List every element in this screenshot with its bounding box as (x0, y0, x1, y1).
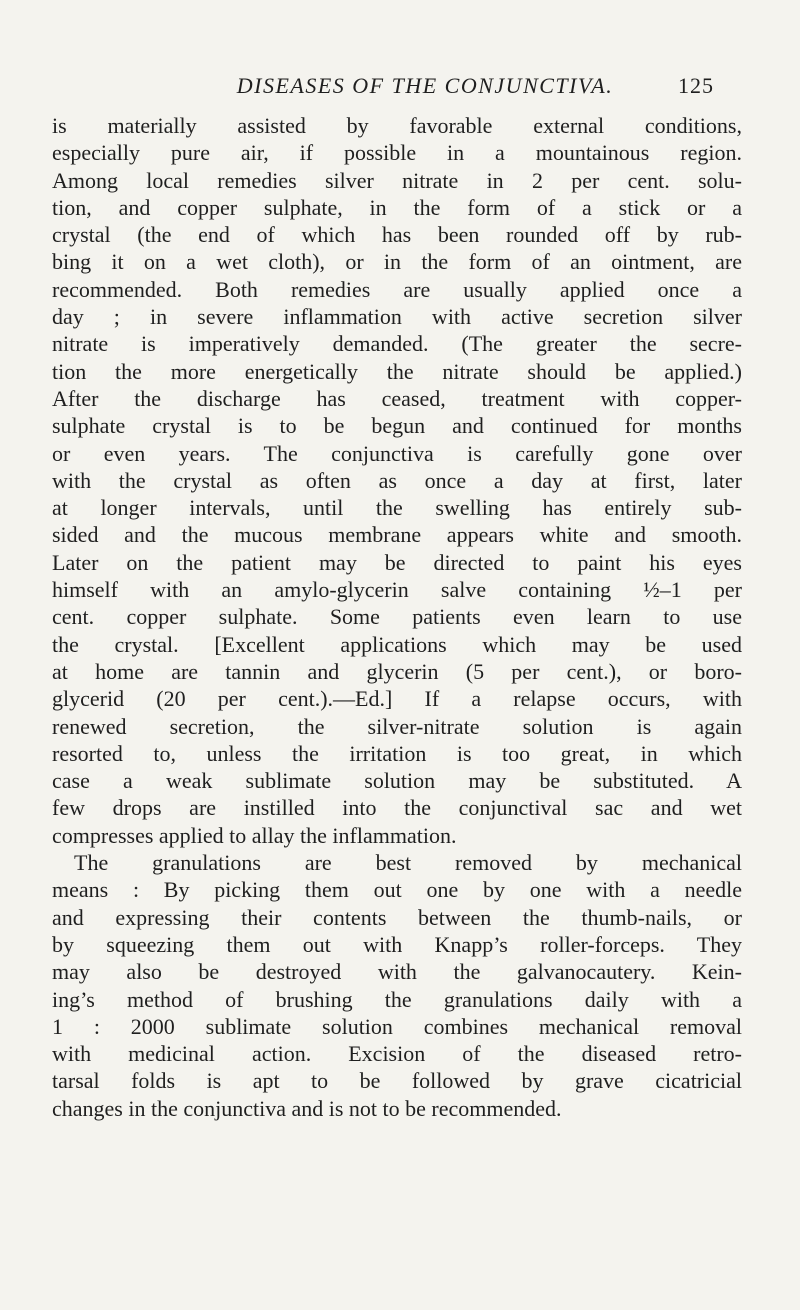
text-line: After the discharge has ceased, treatment with copper- (52, 385, 742, 411)
text-line: ing’s method of brushing the granulations daily with a (52, 986, 742, 1012)
text-line: by squeezing them out with Knapp’s roller-forceps. They (52, 931, 742, 957)
text-line: bing it on a wet cloth), or in the form of an ointment, are (52, 249, 742, 275)
text-line: resorted to, unless the irritation is too great, in which (52, 740, 742, 766)
text-line: recommended. Both remedies are usually applied once a (52, 276, 742, 302)
text-line: may also be destroyed with the galvanocautery. Kein- (52, 959, 742, 985)
text-line: 1 : 2000 sublimate solution combines mechanical removal (52, 1013, 742, 1039)
text-line: and expressing their contents between the thumb-nails, or (52, 904, 742, 930)
text-line: tion, and copper sulphate, in the form of a stick or a (52, 194, 742, 220)
text-line: crystal (the end of which has been rounded off by rub- (52, 222, 742, 248)
text-line: day ; in severe inflammation with active secretion silver (52, 304, 742, 330)
text-line: at home are tannin and glycerin (5 per cent.), or boro- (52, 658, 742, 684)
text-line: nitrate is imperatively demanded. (The greater the secre- (52, 331, 742, 357)
text-line: sulphate crystal is to be begun and continued for months (52, 413, 742, 439)
text-line: Later on the patient may be directed to paint his eyes (52, 549, 742, 575)
body-text (52, 112, 742, 1122)
text-line: changes in the conjunctiva and is not to be recommended. (52, 1095, 562, 1121)
text-line: tarsal folds is apt to be followed by grave cicatricial (52, 1068, 742, 1094)
text-line: is materially assisted by favorable external conditions, (52, 113, 742, 138)
text-line: tion the more energetically the nitrate should be applied.) (52, 358, 742, 384)
text-line: case a weak sublimate solution may be substituted. A (52, 768, 742, 794)
text-line: at longer intervals, until the swelling has entirely sub- (52, 495, 742, 521)
text-line: glycerid (20 per cent.).—Ed.] If a relapse occurs, with (52, 686, 742, 712)
page-number: 125 (678, 73, 714, 98)
text-line: renewed secretion, the silver-nitrate solution is again (52, 713, 742, 739)
text-line: with the crystal as often as once a day at first, later (52, 467, 742, 493)
text-line: The granulations are best removed by mechanical (74, 850, 742, 876)
text-line: few drops are instilled into the conjunctival sac and wet (52, 795, 742, 821)
text-line: with medicinal action. Excision of the diseased retro- (52, 1041, 742, 1067)
text-line: sided and the mucous membrane appears white and smooth. (52, 522, 742, 548)
text-line: means : By picking them out one by one with a needle (52, 877, 742, 903)
text-line: compresses applied to allay the inflammation. (52, 822, 457, 848)
text-line: himself with an amylo-glycerin salve containing ½–1 per (52, 577, 742, 603)
text-line: the crystal. [Excellent applications which may be used (52, 631, 742, 657)
text-line: Among local remedies silver nitrate in 2 per cent. solu- (52, 167, 742, 193)
text-line: cent. copper sulphate. Some patients even learn to use (52, 604, 742, 630)
running-head (180, 73, 714, 103)
text-line: especially pure air, if possible in a mountainous region. (52, 140, 742, 166)
text-line: or even years. The conjunctiva is carefully gone over (52, 440, 742, 466)
running-title: DISEASES OF THE CONJUNCTIVA. (236, 73, 614, 98)
